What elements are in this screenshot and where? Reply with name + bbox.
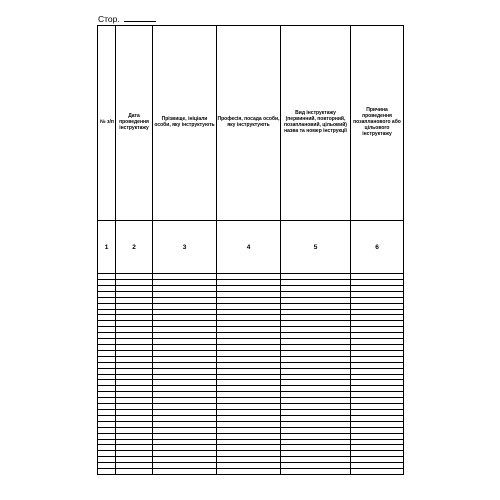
table-body — [98, 274, 404, 475]
header-cell-name: Прізвище, ініціали особи, яку інструктують — [153, 26, 217, 221]
table-cell[interactable] — [351, 469, 404, 475]
column-number-row — [98, 220, 404, 273]
header-cell-instruction-type: Вид інструктажу (первинний, повторний, позаплановий, цільовий) назва та номер інструкції — [281, 26, 351, 221]
header-cell-reason: Причина проведення позапланового або цільового інструктажу — [351, 26, 404, 221]
header-cell-profession: Професія, посада особи, яку інструктують — [217, 26, 281, 221]
column-number: 4 — [217, 220, 281, 273]
table-row — [98, 469, 404, 475]
column-number: 5 — [281, 220, 351, 273]
column-number: 1 — [98, 220, 116, 273]
table-cell[interactable] — [153, 469, 217, 475]
page-number-label — [98, 13, 156, 24]
column-number: 2 — [116, 220, 153, 273]
table-cell[interactable] — [116, 469, 153, 475]
page-label-text: Стор. — [98, 14, 120, 24]
header-row — [98, 26, 404, 221]
header-cell-date: Дата проведення інструктажу — [116, 26, 153, 221]
table-cell[interactable] — [281, 469, 351, 475]
page-number-blank[interactable] — [124, 13, 156, 22]
header-cell-number: № з/п — [98, 26, 116, 221]
table-cell[interactable] — [98, 469, 116, 475]
instruction-journal-table — [97, 25, 404, 475]
column-number: 6 — [351, 220, 404, 273]
column-number: 3 — [153, 220, 217, 273]
table-cell[interactable] — [217, 469, 281, 475]
